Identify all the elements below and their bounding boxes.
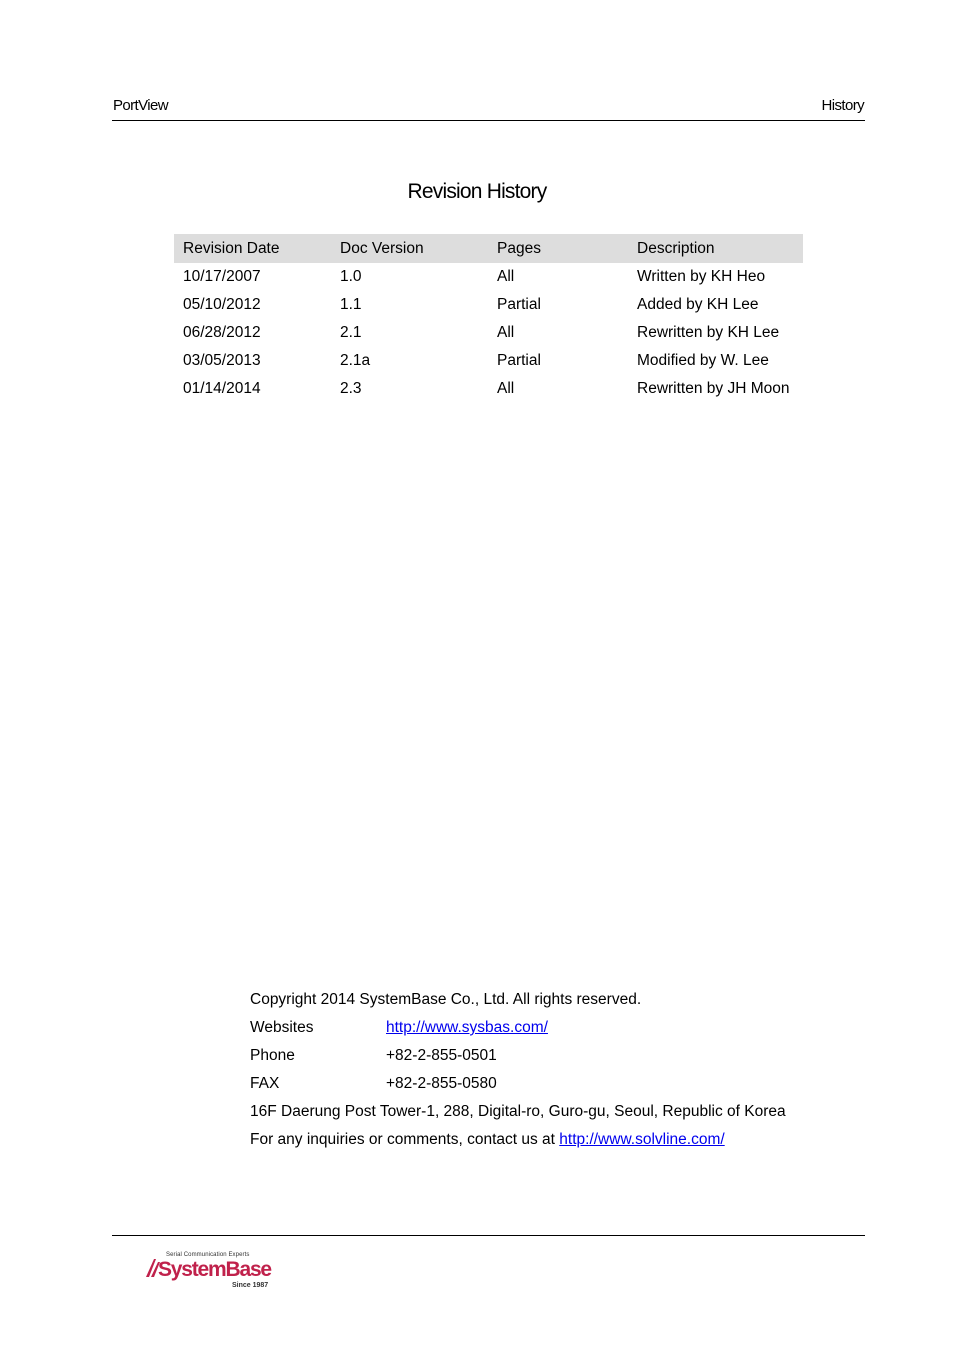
table-cell: Rewritten by KH Lee	[637, 324, 780, 341]
table-cell: All	[497, 268, 515, 285]
column-header: Doc Version	[340, 240, 424, 257]
table-cell: Modified by W. Lee	[637, 352, 769, 369]
table-cell: 03/05/2013	[183, 352, 261, 369]
fax-row	[250, 1070, 786, 1098]
revision-table	[174, 234, 803, 403]
table-cell: Written by KH Heo	[637, 268, 766, 285]
logo-brand: SystemBase	[158, 1258, 271, 1281]
table-cell: 10/17/2007	[183, 268, 261, 285]
table-cell: All	[497, 324, 515, 341]
table-cell: 05/10/2012	[183, 296, 261, 313]
table-cell: 1.0	[340, 268, 362, 285]
phone-number: +82-2-855-0501	[386, 1047, 497, 1064]
fax-label: FAX	[250, 1075, 280, 1092]
table-cell: 2.1a	[340, 352, 371, 369]
inquiry-text: For any inquiries or comments, contact us at	[250, 1131, 560, 1148]
table-cell: 1.1	[340, 296, 362, 313]
page-title: Revision History	[407, 180, 547, 203]
phone-label: Phone	[250, 1047, 295, 1064]
table-cell: 2.1	[340, 324, 362, 341]
table-cell: All	[497, 380, 515, 397]
table-row	[174, 263, 803, 291]
website-link[interactable]: http://www.sysbas.com/	[386, 1019, 548, 1036]
phone-row	[250, 1042, 786, 1070]
header-product-name: PortView	[113, 97, 168, 114]
footer-divider	[112, 1235, 865, 1236]
table-cell: Added by KH Lee	[637, 296, 759, 313]
column-header: Description	[637, 240, 715, 257]
inquiry-row	[250, 1126, 786, 1154]
table-cell: 01/14/2014	[183, 380, 261, 397]
table-cell: Partial	[497, 296, 541, 313]
page-header	[112, 96, 865, 121]
websites-label: Websites	[250, 1019, 314, 1036]
websites-row	[250, 1014, 786, 1042]
column-header: Revision Date	[183, 240, 280, 257]
table-cell: 2.3	[340, 380, 362, 397]
table-row	[174, 319, 803, 347]
solvline-link[interactable]: http://www.solvline.com/	[559, 1131, 725, 1148]
contact-block	[250, 986, 786, 1154]
logo-since: Since 1987	[232, 1282, 269, 1289]
systembase-logo	[144, 1252, 274, 1292]
copyright-text: Copyright 2014 SystemBase Co., Ltd. All rights reserved.	[250, 991, 642, 1008]
column-header: Pages	[497, 240, 541, 257]
table-cell: Rewritten by JH Moon	[637, 380, 790, 397]
fax-number: +82-2-855-0580	[386, 1075, 497, 1092]
header-section-name: History	[821, 97, 864, 114]
table-cell: 06/28/2012	[183, 324, 261, 341]
table-row	[174, 291, 803, 319]
table-cell: Partial	[497, 352, 541, 369]
table-row	[174, 347, 803, 375]
address-text: 16F Daerung Post Tower-1, 288, Digital-ro, Guro-gu, Seoul, Republic of Korea	[250, 1103, 786, 1120]
table-header-row	[174, 234, 803, 263]
table-row	[174, 375, 803, 403]
logo-tagline: Serial Communication Experts	[166, 1252, 250, 1258]
